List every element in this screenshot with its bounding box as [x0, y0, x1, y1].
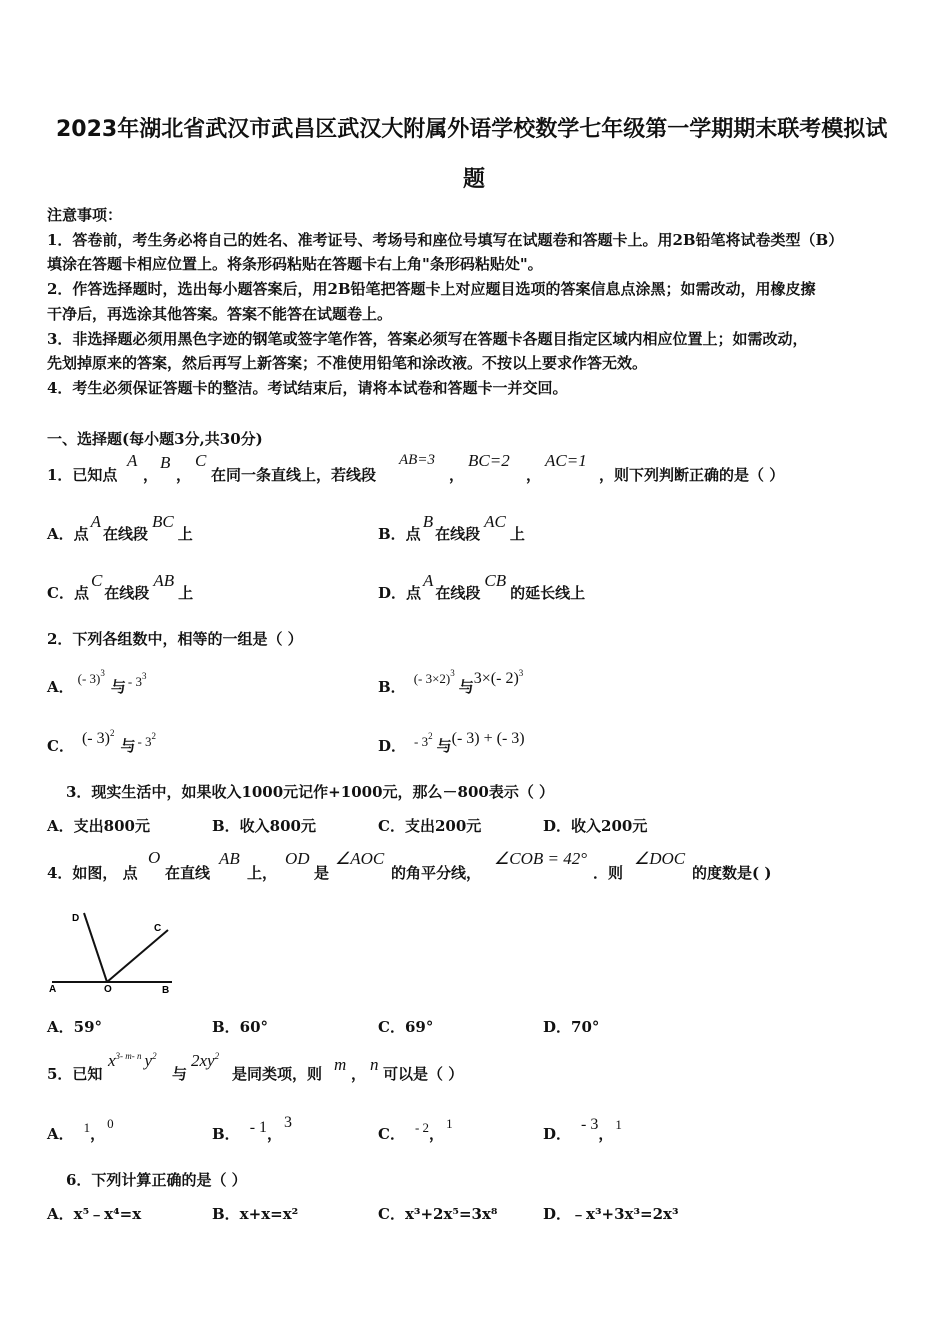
fig-label-c: C: [154, 923, 162, 934]
option-c: C．支出200元: [378, 817, 482, 835]
option-c: C．x³+2x⁵=3x⁸: [378, 1205, 498, 1223]
option-b: B．x+x=x²: [212, 1205, 299, 1223]
page-title-line2: 题: [463, 167, 486, 192]
math-expr: AC=1: [545, 451, 587, 470]
option-text: 上: [509, 525, 525, 543]
option-c: [47, 728, 157, 756]
comma: ，: [526, 466, 542, 484]
option-a: A．支出800元: [47, 817, 150, 835]
point-label: C: [195, 451, 207, 470]
point-label: C: [90, 571, 103, 590]
note-line: 2．作答选择题时，选出每小题答案后，用2B铅笔把答题卡上对应题目选项的答案信息点涂黑；如需改动，用橡皮擦: [47, 280, 816, 298]
option-b: [378, 668, 524, 697]
math-expr: (- 3) + (- 3): [451, 730, 525, 747]
notes-heading: 注意事项：: [47, 206, 123, 224]
q4-text: 上，: [247, 864, 278, 882]
point-label: A: [127, 451, 138, 470]
value: 1: [615, 1117, 622, 1132]
option-text: 在线段: [435, 584, 481, 602]
option-c: C．69°: [378, 1018, 434, 1036]
value: 3: [284, 1114, 293, 1131]
point-label: A: [90, 512, 102, 531]
q4-text: 在直线: [165, 864, 211, 882]
with-text: 与: [458, 678, 474, 696]
angle-label: ∠AOC: [335, 849, 385, 868]
comma: ，: [598, 1125, 614, 1143]
option-d: [378, 571, 586, 603]
option-label: B．: [378, 678, 406, 696]
option-d: D．﹣x³+3x³=2x³: [543, 1205, 679, 1223]
value: - 1: [249, 1119, 268, 1136]
note-line: 干净后，再选涂其他答案。答案不能答在试题卷上。: [47, 305, 393, 323]
q4-text: 是: [314, 864, 330, 882]
note-line: 填涂在答题卡相应位置上。将条形码粘贴在答题卡右上角"条形码粘贴处"。: [47, 255, 543, 273]
q3-stem: 3．现实生活中，如果收入1000元记作+1000元，那么－800表示（ ）: [66, 783, 555, 801]
q1-text: 在同一条直线上，若线段: [211, 466, 377, 484]
with-text: 与: [110, 678, 126, 696]
option-a: [47, 512, 193, 544]
option-label: A．: [47, 1125, 74, 1143]
option-label: D．: [543, 1125, 572, 1143]
q5-text: 5．已知: [47, 1065, 103, 1083]
segment-label: BC: [152, 512, 174, 531]
ray-oc: [107, 930, 168, 982]
option-text: 上: [177, 525, 193, 543]
point-label: A: [423, 571, 434, 590]
comma: ，: [267, 1125, 283, 1143]
angle-figure: [40, 905, 190, 1000]
math-expr: (- 3)$^3$: [77, 668, 105, 686]
math-expr: - $3^2$: [137, 731, 157, 749]
q5-text: 是同类项，则: [232, 1065, 323, 1083]
option-a: A．x⁵﹣x⁴=x: [47, 1205, 142, 1223]
option-label: C．点: [47, 584, 89, 602]
option-d: D．收入200元: [543, 817, 648, 835]
fig-label-a: A: [49, 984, 57, 995]
point-label: B: [160, 453, 171, 472]
option-text: 在线段: [103, 525, 149, 543]
q1-text: ，则下列判断正确的是（ ）: [599, 466, 785, 484]
comma: ，: [176, 466, 192, 484]
q4-text: 的角平分线，: [391, 864, 482, 882]
option-c: [47, 571, 194, 603]
angle-expr: ∠COB = 42°: [494, 849, 588, 868]
line-label: AB: [219, 849, 240, 868]
option-d: D．70°: [543, 1018, 600, 1036]
option-text: 在线段: [104, 584, 150, 602]
q5-text: 可以是（ ）: [383, 1065, 464, 1083]
note-line: 3．非选择题必须用黑色字迹的钢笔或签字笔作答，答案必须写在答题卡各题目指定区域内相应位置上；如需改动，: [47, 330, 808, 348]
angle-label: ∠DOC: [634, 849, 686, 868]
comma: ，: [143, 466, 159, 484]
q4-text: ．则: [593, 864, 624, 882]
value: 1: [83, 1120, 91, 1135]
value: 0: [107, 1116, 114, 1131]
value: 1: [446, 1116, 453, 1131]
math-expr: - $3^2$: [414, 731, 433, 749]
math-expr: - $3^3$: [127, 671, 147, 689]
q4-text: 的度数是( ): [692, 864, 772, 882]
option-b: [212, 1114, 293, 1144]
option-label: C．: [378, 1125, 405, 1143]
comma: ，: [90, 1125, 106, 1143]
option-a: A．59°: [47, 1018, 103, 1036]
note-line: 4．考生必须保证答题卡的整洁。考试结束后，请将本试卷和答题卡一并交回。: [47, 379, 568, 397]
option-label: D．: [378, 737, 407, 755]
option-label: A．点: [47, 525, 89, 543]
option-text: 的延长线上: [510, 584, 586, 602]
option-b: B．60°: [212, 1018, 269, 1036]
segment-label: CB: [484, 571, 507, 590]
ray-label: OD: [285, 849, 310, 868]
math-expr: BC=2: [468, 451, 510, 470]
q2-stem: 2．下列各组数中，相等的一组是（ ）: [47, 630, 303, 648]
option-label: C．: [47, 737, 74, 755]
option-label: B．点: [378, 525, 421, 543]
value: - 2: [414, 1120, 430, 1135]
math-expr: (- 3)$^2$: [81, 728, 115, 747]
option-b: [378, 512, 525, 544]
segment-label: AB: [153, 571, 175, 590]
point-label: O: [148, 848, 161, 867]
note-line: 1．答卷前，考生务必将自己的姓名、准考证号、考场号和座位号填写在试题卷和答题卡上。用2B铅笔将试卷类型（B）: [47, 231, 844, 249]
fig-label-d: D: [72, 913, 80, 924]
fig-label-b: B: [162, 985, 170, 996]
comma: ，: [429, 1125, 445, 1143]
math-expr: AB=3: [399, 452, 435, 468]
with-text: 与: [436, 737, 452, 755]
fig-label-o: O: [104, 984, 112, 995]
ray-od: [84, 913, 107, 982]
q1-text: 1．已知点: [47, 466, 118, 484]
value: - 3: [581, 1116, 599, 1133]
point-label: B: [422, 512, 434, 531]
segment-label: AC: [484, 512, 506, 531]
q4-text: 4．如图， 点: [47, 864, 138, 882]
option-label: A．: [47, 678, 74, 696]
option-text: 上: [178, 584, 194, 602]
comma: ，: [449, 466, 465, 484]
section-heading: 一、选择题(每小题3分,共30分): [47, 430, 263, 448]
option-d: [543, 1116, 622, 1144]
option-a: [47, 668, 147, 697]
math-expr: (- 3×2)$^3$: [413, 668, 455, 686]
option-a: [47, 1116, 114, 1144]
var-label: m: [334, 1055, 347, 1074]
with-text: 与: [172, 1065, 188, 1083]
math-expr: $x^{3- m- n}$ $y^2$: [108, 1051, 157, 1070]
option-d: [378, 730, 525, 756]
comma: ，: [351, 1065, 367, 1083]
option-b: B．收入800元: [212, 817, 316, 835]
note-line: 先划掉原来的答案，然后再写上新答案；不准使用铅笔和涂改液。不按以上要求作答无效。: [47, 354, 648, 372]
page-title: 2023年湖北省武汉市武昌区武汉大附属外语学校数学七年级第一学期期末联考模拟试: [56, 117, 888, 142]
math-expr: 3×(- 2)$^3$: [473, 668, 524, 687]
option-label: B．: [212, 1125, 240, 1143]
option-text: 在线段: [435, 525, 481, 543]
q6-stem: 6．下列计算正确的是（ ）: [66, 1171, 247, 1189]
var-label: n: [370, 1055, 379, 1074]
option-c: [378, 1116, 453, 1144]
option-label: D．点: [378, 584, 422, 602]
math-expr: $2xy^2$: [191, 1051, 220, 1070]
with-text: 与: [120, 737, 136, 755]
